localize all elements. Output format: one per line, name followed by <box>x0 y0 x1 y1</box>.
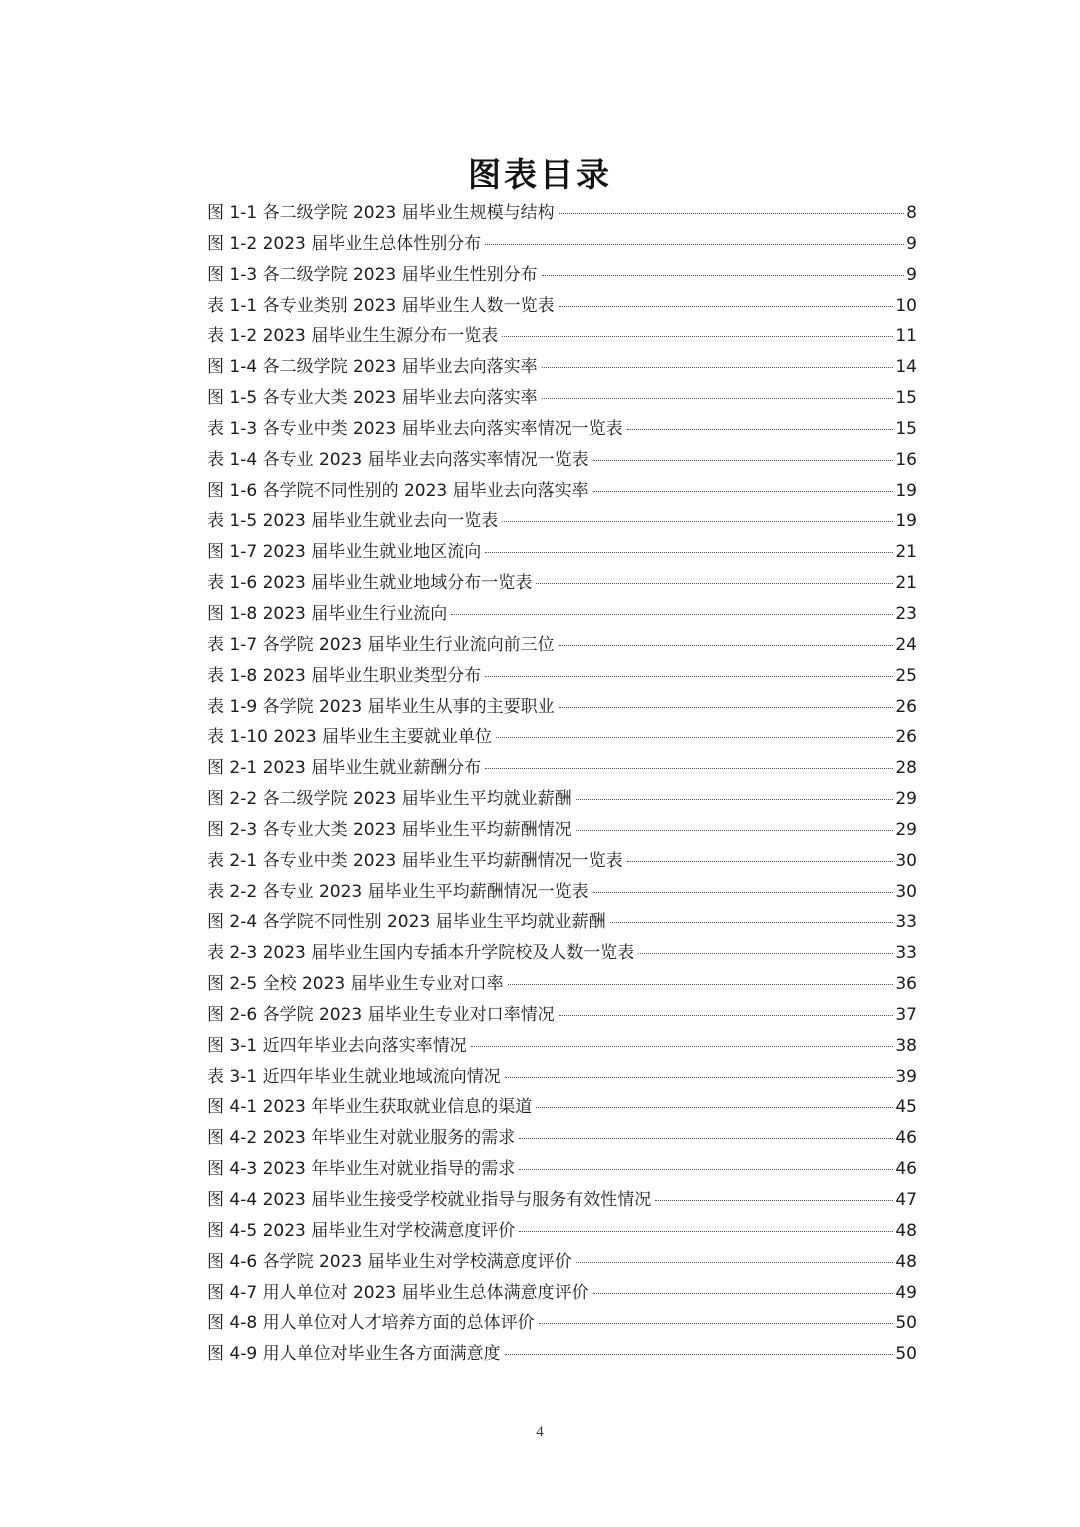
toc-entry[interactable] <box>207 291 917 322</box>
toc-entry-page: 9 <box>906 233 917 254</box>
toc-entry-label: 图 1-6 各学院不同性别的 2023 届毕业去向落实率 <box>207 480 589 501</box>
toc-entry-label: 表 1-5 2023 届毕业生就业去向一览表 <box>207 511 499 532</box>
toc-leader-dots <box>559 707 894 708</box>
toc-entry-label: 表 1-1 各专业类别 2023 届毕业生人数一览表 <box>207 295 555 316</box>
toc-leader-dots <box>593 892 894 893</box>
toc-entry-label: 图 4-9 用人单位对毕业生各方面满意度 <box>207 1344 501 1365</box>
toc-entry-page: 38 <box>895 1035 917 1056</box>
toc-leader-dots <box>471 1046 894 1047</box>
toc-entry-page: 37 <box>895 1004 917 1025</box>
toc-entry-page: 46 <box>895 1159 917 1180</box>
toc-leader-dots <box>542 398 894 399</box>
toc-entry[interactable] <box>207 1031 917 1062</box>
toc-entry-label: 图 2-1 2023 届毕业生就业薪酬分布 <box>207 758 482 779</box>
toc-leader-dots <box>559 306 894 307</box>
toc-entry[interactable] <box>207 722 917 753</box>
toc-entry[interactable] <box>207 1216 917 1247</box>
toc-leader-dots <box>485 552 893 553</box>
toc-entry-page: 23 <box>895 603 917 624</box>
toc-leader-dots <box>485 676 893 677</box>
toc-leader-dots <box>485 244 904 245</box>
toc-entry[interactable] <box>207 229 917 260</box>
toc-leader-dots <box>542 275 905 276</box>
toc-entry-label: 图 2-2 各二级学院 2023 届毕业生平均就业薪酬 <box>207 789 572 810</box>
toc-entry[interactable] <box>207 537 917 568</box>
toc-entry-label: 图 1-1 各二级学院 2023 届毕业生规模与结构 <box>207 203 555 223</box>
toc-leader-dots <box>519 1169 893 1170</box>
toc-entry-label: 图 1-5 各专业大类 2023 届毕业去向落实率 <box>207 388 538 409</box>
toc-entry-page: 15 <box>895 388 917 409</box>
toc-entry-page: 29 <box>895 789 917 810</box>
toc-entry-page: 46 <box>895 1128 917 1149</box>
toc-leader-dots <box>519 1231 893 1232</box>
toc-entry-page: 26 <box>895 696 917 717</box>
toc-leader-dots <box>576 830 894 831</box>
toc-entry-page: 33 <box>895 943 917 964</box>
toc-leader-dots <box>539 1323 894 1324</box>
toc-entry[interactable] <box>207 784 917 815</box>
page-number: 4 <box>536 1424 544 1440</box>
toc-entry[interactable] <box>207 506 917 537</box>
toc-leader-dots <box>536 1107 893 1108</box>
toc-entry-page: 39 <box>895 1066 917 1087</box>
toc-entry-label: 图 4-2 2023 年毕业生对就业服务的需求 <box>207 1128 516 1149</box>
toc-entry[interactable] <box>207 1000 917 1031</box>
toc-leader-dots <box>508 984 894 985</box>
toc-entry-page: 26 <box>895 727 917 748</box>
toc-entry-page: 50 <box>895 1344 917 1365</box>
toc-leader-dots <box>559 1015 894 1016</box>
toc-entry-page: 24 <box>895 634 917 655</box>
toc-leader-dots <box>502 521 893 522</box>
toc-leader-dots <box>593 1293 894 1294</box>
toc-entry-page: 48 <box>895 1220 917 1241</box>
toc-entry-page: 50 <box>895 1313 917 1334</box>
toc-entry-page: 8 <box>906 203 917 223</box>
toc-entry[interactable] <box>207 938 917 969</box>
toc-entry-label: 表 1-10 2023 届毕业生主要就业单位 <box>207 727 493 748</box>
toc-entry-label: 表 2-3 2023 届毕业生国内专插本升学院校及人数一览表 <box>207 943 635 964</box>
toc-entry-page: 19 <box>895 511 917 532</box>
toc-entry-label: 图 4-6 各学院 2023 届毕业生对学校满意度评价 <box>207 1251 572 1272</box>
toc-entry[interactable] <box>207 1308 917 1339</box>
toc-entry[interactable] <box>207 692 917 723</box>
toc-entry-page: 14 <box>895 357 917 378</box>
toc-entry-label: 图 1-7 2023 届毕业生就业地区流向 <box>207 542 482 563</box>
toc-entry-page: 10 <box>895 295 917 316</box>
toc-leader-dots <box>610 922 894 923</box>
toc-entry-page: 25 <box>895 665 917 686</box>
toc-entry-label: 图 4-5 2023 届毕业生对学校满意度评价 <box>207 1220 516 1241</box>
toc-entry[interactable] <box>207 1123 917 1154</box>
toc-entry[interactable] <box>207 260 917 291</box>
toc-entry-label: 图 2-5 全校 2023 届毕业生专业对口率 <box>207 974 504 995</box>
toc-entry[interactable] <box>207 445 917 476</box>
page-title: 图表目录 <box>468 155 612 195</box>
toc-entry[interactable] <box>207 476 917 507</box>
toc-entry-page: 45 <box>895 1097 917 1118</box>
toc-entry-page: 15 <box>895 418 917 439</box>
toc-entry-page: 21 <box>895 542 917 563</box>
toc-entry[interactable] <box>207 383 917 414</box>
toc-entry-page: 9 <box>906 264 917 285</box>
toc-entry-page: 28 <box>895 758 917 779</box>
toc-entry-label: 图 4-7 用人单位对 2023 届毕业生总体满意度评价 <box>207 1282 589 1303</box>
toc-entry-label: 图 2-4 各学院不同性别 2023 届毕业生平均就业薪酬 <box>207 912 606 933</box>
toc-entry[interactable] <box>207 1092 917 1123</box>
toc-entry[interactable] <box>207 1062 917 1093</box>
toc-entry[interactable] <box>207 877 917 908</box>
toc-entry[interactable] <box>207 661 917 692</box>
toc-entry[interactable] <box>207 1247 917 1278</box>
toc-entry-label: 图 2-6 各学院 2023 届毕业生专业对口率情况 <box>207 1004 555 1025</box>
toc-leader-dots <box>536 583 893 584</box>
toc-leader-dots <box>576 1262 894 1263</box>
toc-entry[interactable] <box>207 198 917 229</box>
toc-entry-page: 36 <box>895 974 917 995</box>
toc-entry-label: 表 1-4 各专业 2023 届毕业去向落实率情况一览表 <box>207 449 589 470</box>
toc-entry-label: 表 2-2 各专业 2023 届毕业生平均薪酬情况一览表 <box>207 881 589 902</box>
toc-entry-page: 49 <box>895 1282 917 1303</box>
toc-entry-page: 21 <box>895 573 917 594</box>
toc-leader-dots <box>496 737 893 738</box>
toc-entry-page: 16 <box>895 449 917 470</box>
toc-leader-dots <box>542 367 894 368</box>
toc-entry-label: 表 1-2 2023 届毕业生生源分布一览表 <box>207 326 499 347</box>
toc-entry-page: 30 <box>895 881 917 902</box>
toc-entry[interactable] <box>207 630 917 661</box>
toc-entry-label: 图 1-2 2023 届毕业生总体性别分布 <box>207 233 482 254</box>
toc-entry[interactable] <box>207 1339 917 1370</box>
toc-entry-label: 表 1-3 各专业中类 2023 届毕业去向落实率情况一览表 <box>207 418 623 439</box>
toc-entry-label: 图 4-1 2023 年毕业生获取就业信息的渠道 <box>207 1097 533 1118</box>
toc-leader-dots <box>638 953 893 954</box>
toc-entry-label: 图 4-3 2023 年毕业生对就业指导的需求 <box>207 1159 516 1180</box>
toc-entry-page: 48 <box>895 1251 917 1272</box>
toc-leader-dots <box>451 614 893 615</box>
toc-entry-label: 表 1-8 2023 届毕业生职业类型分布 <box>207 665 482 686</box>
toc-entry-page: 33 <box>895 912 917 933</box>
toc-list <box>207 198 917 1370</box>
toc-entry[interactable] <box>207 969 917 1000</box>
toc-entry[interactable] <box>207 753 917 784</box>
toc-entry[interactable] <box>207 1154 917 1185</box>
toc-entry[interactable] <box>207 1185 917 1216</box>
toc-entry-label: 图 4-4 2023 届毕业生接受学校就业指导与服务有效性情况 <box>207 1190 652 1210</box>
toc-entry-label: 表 1-9 各学院 2023 届毕业生从事的主要职业 <box>207 696 555 717</box>
toc-entry-page: 47 <box>895 1190 917 1210</box>
toc-leader-dots <box>655 1200 893 1201</box>
toc-leader-dots <box>559 213 905 214</box>
toc-entry-label: 图 2-3 各专业大类 2023 届毕业生平均薪酬情况 <box>207 819 572 840</box>
toc-entry-page: 29 <box>895 819 917 840</box>
toc-entry[interactable] <box>207 1278 917 1309</box>
toc-entry[interactable] <box>207 414 917 445</box>
toc-leader-dots <box>593 491 894 492</box>
toc-leader-dots <box>576 799 894 800</box>
toc-entry-label: 表 1-6 2023 届毕业生就业地域分布一览表 <box>207 573 533 594</box>
toc-entry[interactable] <box>207 599 917 630</box>
toc-entry-label: 图 1-8 2023 届毕业生行业流向 <box>207 603 448 624</box>
toc-entry[interactable] <box>207 568 917 599</box>
toc-entry[interactable] <box>207 846 917 877</box>
toc-leader-dots <box>627 861 894 862</box>
toc-leader-dots <box>559 645 894 646</box>
toc-leader-dots <box>627 429 894 430</box>
toc-entry-page: 19 <box>895 480 917 501</box>
toc-entry-label: 图 3-1 近四年毕业去向落实率情况 <box>207 1035 467 1056</box>
toc-leader-dots <box>485 768 893 769</box>
toc-entry-label: 表 3-1 近四年毕业生就业地域流向情况 <box>207 1066 501 1087</box>
toc-leader-dots <box>505 1077 894 1078</box>
toc-entry[interactable] <box>207 815 917 846</box>
toc-leader-dots <box>593 460 894 461</box>
toc-entry-page: 11 <box>895 326 917 347</box>
toc-entry-label: 表 1-7 各学院 2023 届毕业生行业流向前三位 <box>207 634 555 655</box>
toc-entry-label: 表 2-1 各专业中类 2023 届毕业生平均薪酬情况一览表 <box>207 850 623 871</box>
toc-entry-label: 图 4-8 用人单位对人才培养方面的总体评价 <box>207 1313 535 1334</box>
toc-leader-dots <box>505 1354 894 1355</box>
toc-entry-page: 30 <box>895 850 917 871</box>
toc-entry[interactable] <box>207 907 917 938</box>
toc-entry-label: 图 1-4 各二级学院 2023 届毕业去向落实率 <box>207 357 538 378</box>
toc-leader-dots <box>502 336 893 337</box>
toc-entry-label: 图 1-3 各二级学院 2023 届毕业生性别分布 <box>207 264 538 285</box>
toc-leader-dots <box>519 1138 893 1139</box>
toc-entry[interactable] <box>207 321 917 352</box>
toc-entry[interactable] <box>207 352 917 383</box>
